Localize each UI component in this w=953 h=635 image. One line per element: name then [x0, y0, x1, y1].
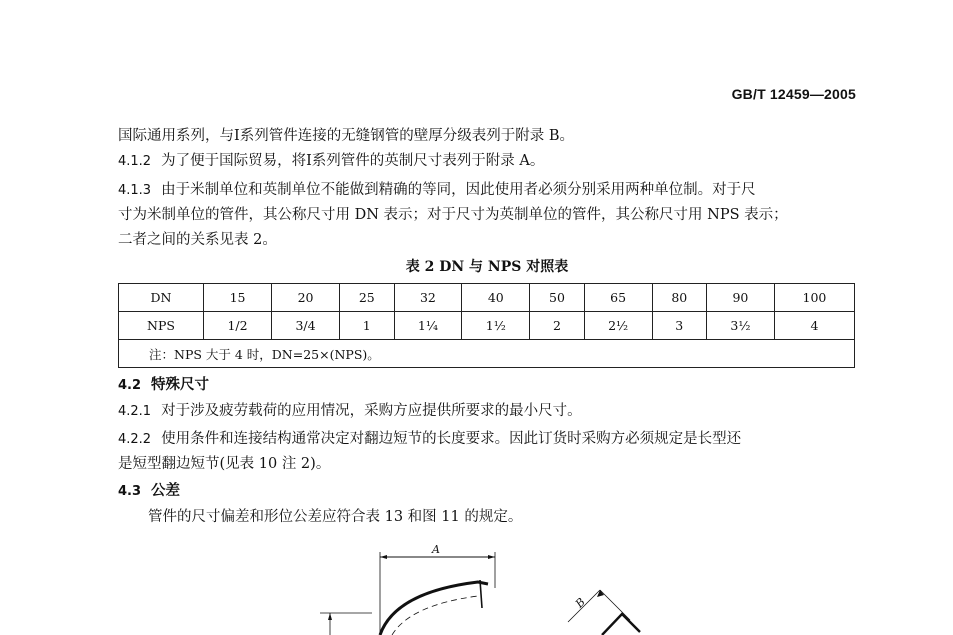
- section-title: 特殊尺寸: [151, 376, 210, 393]
- paragraph-intro: 国际通用系列，与Ⅰ系列管件连接的无缝钢管的壁厚分级表列于附录 B。: [118, 128, 574, 144]
- section-title: 公差: [151, 482, 181, 499]
- table-cell: 1/2: [204, 312, 272, 340]
- table-note: 注：NPS 大于 4 时，DN=25×(NPS)。: [119, 340, 855, 368]
- table-cell: 25: [340, 284, 394, 312]
- dimension-label-a: A: [432, 543, 440, 556]
- section-number: 4.2: [118, 378, 142, 393]
- elbow-drawing: [320, 552, 495, 635]
- row-header-nps: NPS: [119, 312, 204, 340]
- table-cell: 2: [530, 312, 584, 340]
- dimension-label-b: B: [572, 595, 588, 611]
- clause-number: 4.2.2: [118, 432, 152, 447]
- table-cell: 20: [272, 284, 340, 312]
- table-cell: 4: [774, 312, 854, 340]
- table-cell: 50: [530, 284, 584, 312]
- section-number: 4.3: [118, 484, 142, 499]
- table-cell: 15: [204, 284, 272, 312]
- section-4-3-text: 管件的尺寸偏差和形位公差应符合表 13 和图 11 的规定。: [148, 509, 523, 525]
- clause-number: 4.1.3: [118, 183, 152, 198]
- table-cell: 3½: [707, 312, 775, 340]
- table-cell: 1½: [462, 312, 530, 340]
- row-header-dn: DN: [119, 284, 204, 312]
- table-cell: 40: [462, 284, 530, 312]
- table-cell: 3: [652, 312, 706, 340]
- standard-code: GB/T 12459—2005: [731, 86, 856, 102]
- table-cell: 100: [774, 284, 854, 312]
- clause-text: 为了便于国际贸易，将Ⅰ系列管件的英制尺寸表列于附录 A。: [161, 153, 545, 169]
- table-cell: 65: [584, 284, 652, 312]
- table-cell: 32: [394, 284, 462, 312]
- table-cell: 90: [707, 284, 775, 312]
- clause-text: 使用条件和连接结构通常决定对翻边短节的长度要求。因此订货时采购方必须规定是长型还: [161, 431, 742, 447]
- table-caption: 表 2 DN 与 NPS 对照表: [405, 259, 569, 275]
- table-cell: 2½: [584, 312, 652, 340]
- table-cell: 80: [652, 284, 706, 312]
- table-cell: 3/4: [272, 312, 340, 340]
- clause-text: 由于米制单位和英制单位不能做到精确的等同，因此使用者必须分别采用两种单位制。对于尺: [161, 182, 756, 198]
- clause-number: 4.1.2: [118, 154, 152, 169]
- clause-4-1-3-line2: 寸为米制单位的管件，其公称尺寸用 DN 表示；对于尺寸为英制单位的管件，其公称尺寸用 NPS 表示；: [118, 207, 788, 223]
- clause-text: 对于涉及疲劳载荷的应用情况，采购方应提供所要求的最小尺寸。: [161, 403, 582, 419]
- clause-number: 4.2.1: [118, 404, 152, 419]
- table-cell: 1: [340, 312, 394, 340]
- table-cell: 1¼: [394, 312, 462, 340]
- clause-4-1-3-line3: 二者之间的关系见表 2。: [118, 232, 277, 248]
- clause-4-2-2-line2: 是短型翻边短节(见表 10 注 2)。: [118, 456, 331, 472]
